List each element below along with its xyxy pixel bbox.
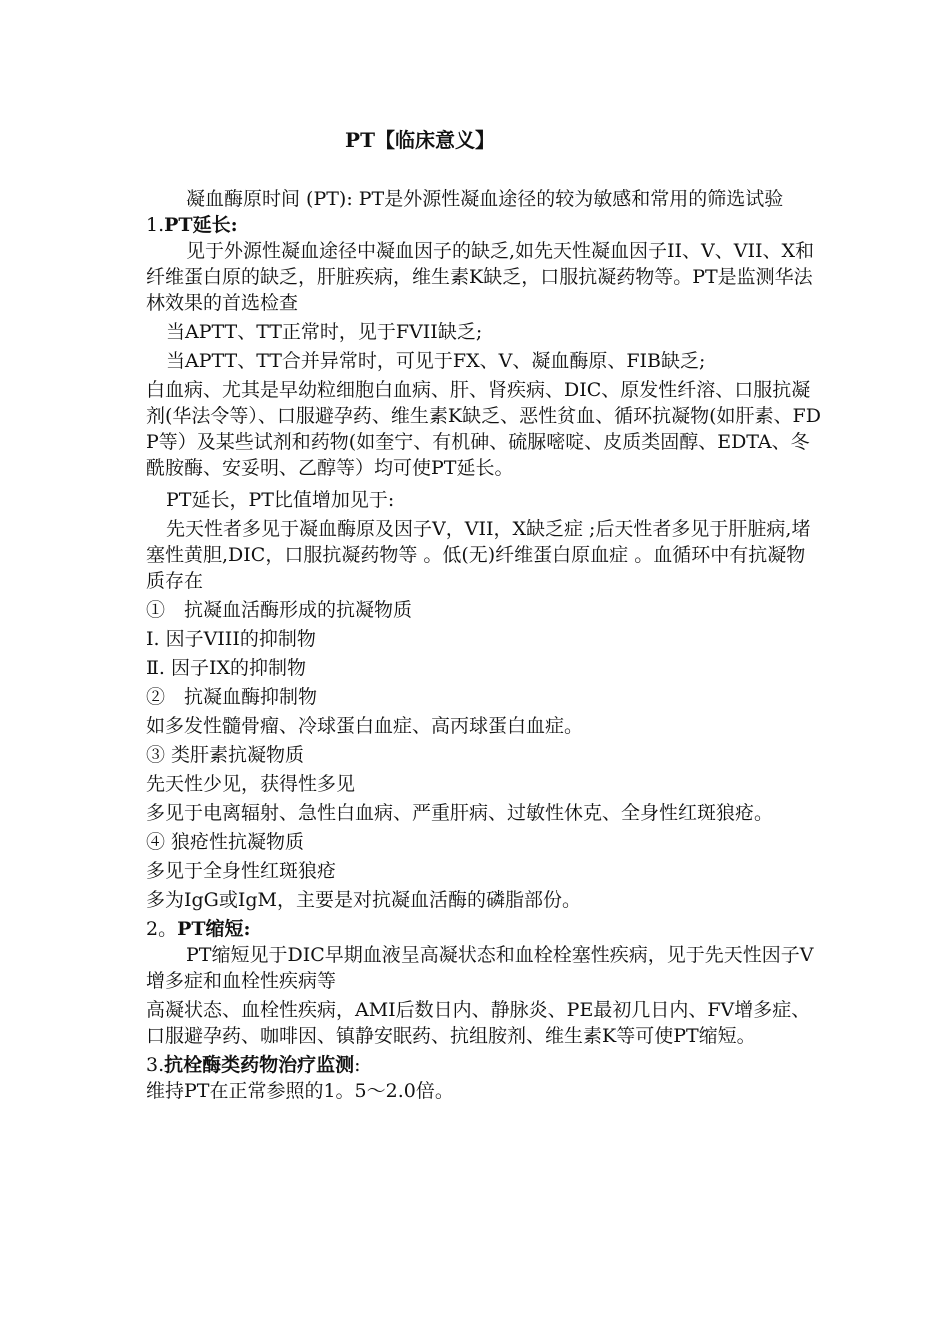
section-number: 1. <box>146 214 165 236</box>
paragraph: 见于外源性凝血途径中凝血因子的缺乏,如先天性凝血因子II、V、VII、X和纤维蛋白原的缺乏，肝脏疾病，维生素K缺乏，口服抗凝药物等。PT是监测华法林效果的首选检查 <box>146 240 815 314</box>
paragraph: 先天性者多见于凝血酶原及因子V，VII，X缺乏症 ;后天性者多见于肝脏病,堵塞性黄胆,DIC，口服抗凝药物等 。低(无)纤维蛋白原血症 。血循环中有抗凝物质存在 <box>146 518 811 592</box>
list-item: 多见于全身性红斑狼疮 <box>146 860 337 882</box>
section-heading-prolonged <box>146 212 822 238</box>
paragraph: PT缩短见于DIC早期血液呈高凝状态和血栓栓塞性疾病，见于先天性因子V增多症和血栓性疾病等 <box>146 944 814 992</box>
list-item: Ⅱ. 因子IX的抑制物 <box>146 657 307 679</box>
list-item: 如多发性髓骨瘤、冷球蛋白血症、高丙球蛋白血症。 <box>146 715 584 737</box>
paragraph: 维持PT在正常参照的1。5～2.0倍。 <box>146 1080 454 1102</box>
page-title: PT【临床意义】 <box>345 128 495 152</box>
section-number: 3. <box>146 1054 165 1076</box>
list-item: 多为IgG或IgM，主要是对抗凝血活酶的磷脂部份。 <box>146 889 581 911</box>
section-colon: : <box>354 1054 361 1076</box>
list-item: 先天性少见，获得性多见 <box>146 773 356 795</box>
list-item: ③ 类肝素抗凝物质 <box>146 744 305 766</box>
list-item: ② 抗凝血酶抑制物 <box>146 686 318 708</box>
document-body <box>146 186 822 1104</box>
paragraph: 高凝状态、血栓性疾病，AMI后数日内、静脉炎、PE最初几日内、FV增多症、口服避孕药、咖啡因、镇静安眠药、抗组胺剂、维生素K等可使PT缩短。 <box>146 999 811 1047</box>
section-title: PT缩短: <box>177 918 251 940</box>
section-number: 2。 <box>146 918 178 940</box>
intro-paragraph: 凝血酶原时间 (PT): PT是外源性凝血途径的较为敏感和常用的筛选试验 <box>186 188 784 210</box>
list-item: 多见于电离辐射、急性白血病、严重肝病、过敏性休克、全身性红斑狼疮。 <box>146 802 774 824</box>
paragraph: 当APTT、TT正常时，见于FVII缺乏; <box>166 321 483 343</box>
paragraph: 当APTT、TT合并异常时，可见于FX、V、凝血酶原、FIB缺乏; <box>166 350 706 372</box>
section-title: 抗栓酶类药物治疗监测 <box>164 1054 355 1076</box>
list-item: ① 抗凝血活酶形成的抗凝物质 <box>146 599 413 621</box>
paragraph: PT延长，PT比值增加见于: <box>166 489 395 511</box>
list-item: ④ 狼疮性抗凝物质 <box>146 831 305 853</box>
section-title: PT延长: <box>164 214 238 236</box>
section-heading-shortened <box>146 916 822 942</box>
list-item: Ⅰ. 因子VIII的抑制物 <box>146 628 316 650</box>
paragraph: 白血病、尤其是早幼粒细胞白血病、肝、肾疾病、DIC、原发性纤溶、口服抗凝剂(华法令等）、口服避孕药、维生素K缺乏、恶性贫血、循环抗凝物(如肝素、FDP等）及某些试剂和药物(如奎宁、有机砷、硫脲嘧啶、皮质类固醇、EDTA、冬酰胺酶、安妥明、乙醇等）均可使PT延长。 <box>146 379 821 479</box>
section-heading-monitoring <box>146 1052 822 1078</box>
